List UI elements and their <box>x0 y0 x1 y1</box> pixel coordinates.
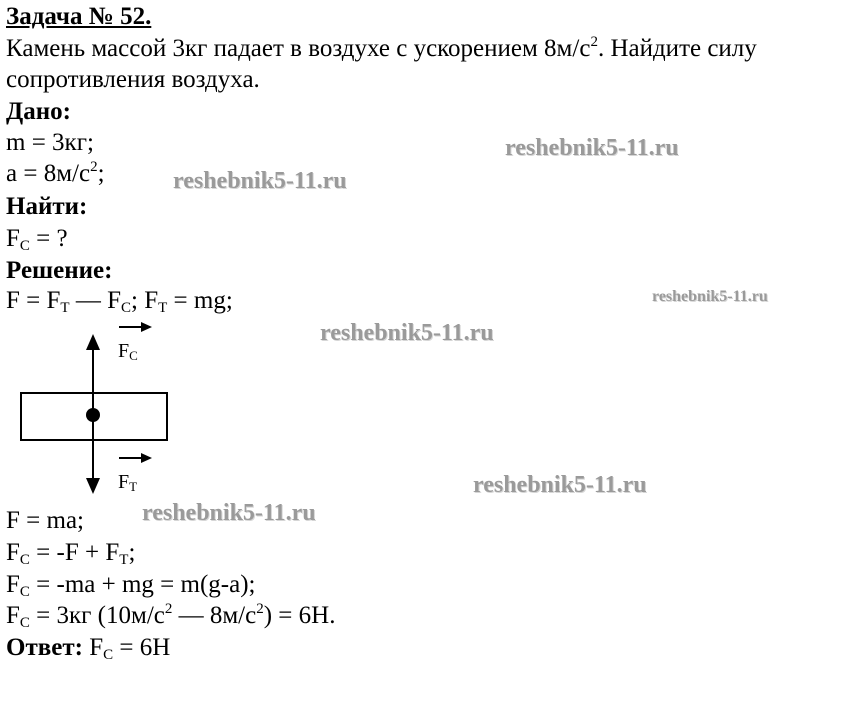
find-value: $F_C$ = ? <box>6 225 68 254</box>
watermark: reshebnik5-11.ru <box>173 168 347 194</box>
watermark: reshebnik5-11.ru <box>652 288 768 305</box>
equation-5: $F_C = 3кг$ ($10м/с^2$ — $8м/с^2) = 6Н$. <box>6 601 336 631</box>
given-heading: Дано: <box>6 98 71 125</box>
center-of-mass-dot <box>86 408 100 422</box>
equation-3: $F_C = -F + F_T$; <box>6 539 136 568</box>
vector-arrow-top-icon <box>141 322 152 332</box>
arrow-down-icon <box>86 478 100 494</box>
given-mass: m = 3кг; <box>6 129 94 156</box>
task-title: Задача № 52. <box>6 3 152 30</box>
solution-heading: Решение: <box>6 257 113 284</box>
label-gravity-force: $F_T$ <box>118 471 138 494</box>
force-diagram <box>0 318 260 503</box>
watermark: reshebnik5-11.ru <box>505 135 679 161</box>
given-acceleration: $a = 8м/с^2$; <box>6 159 105 187</box>
task-statement-line-1: Камень массой 3кг падает в воздухе с ускорением $8м/с^2$. Найдите силу <box>6 34 757 62</box>
task-statement-line-2: сопротивления воздуха. <box>6 66 260 93</box>
watermark: reshebnik5-11.ru <box>473 472 647 498</box>
watermark: reshebnik5-11.ru <box>320 320 494 346</box>
equation-4: $F_C = -ma$ + mg = m(g-a); <box>6 571 256 600</box>
answer-label: Ответ: <box>6 634 83 661</box>
answer: Ответ: $F_C = 6Н$ <box>6 634 171 663</box>
watermark: reshebnik5-11.ru <box>142 500 316 526</box>
label-resistance-force: $F_C$ <box>118 340 138 363</box>
vector-arrow-bottom-icon <box>141 453 152 463</box>
equation-2: F = ma; <box>6 507 84 534</box>
equation-1: $F = F_T$ — $F_C$; $F_T$ = mg; <box>6 287 233 316</box>
find-heading: Найти: <box>6 193 88 220</box>
arrow-up-icon <box>86 334 100 350</box>
